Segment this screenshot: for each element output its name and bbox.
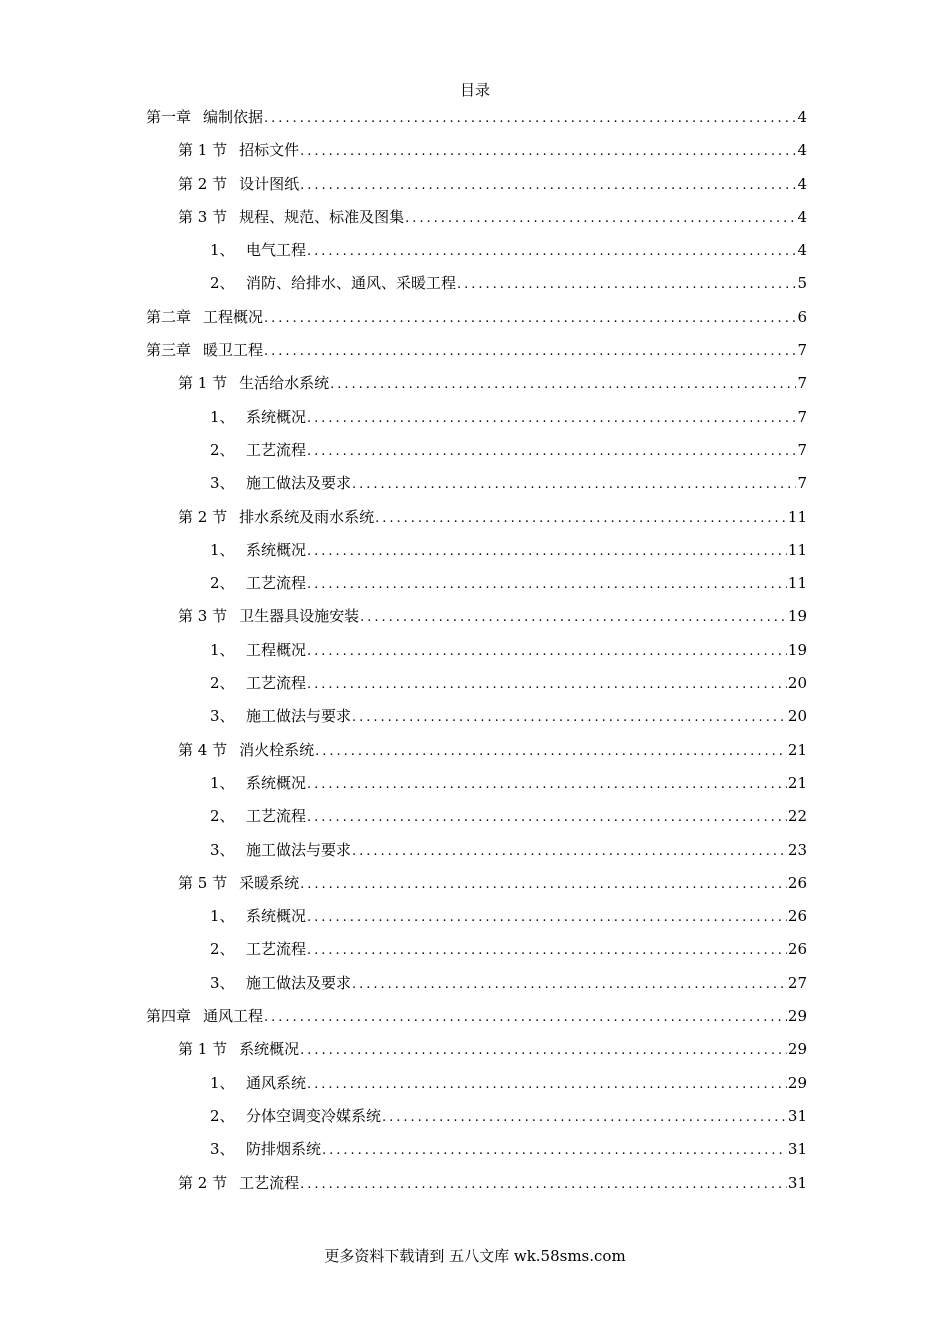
toc-entry[interactable] <box>146 207 807 240</box>
toc-entry-number: 3、 <box>210 474 235 493</box>
toc-entry-title: 系统概况 <box>239 1040 300 1059</box>
toc-entry-page-number: 31 <box>787 1140 807 1159</box>
toc-entry-number: 1、 <box>210 907 235 926</box>
toc-entry-page-number: 11 <box>787 507 807 526</box>
toc-dot-leader <box>264 342 796 362</box>
toc-entry-title: 工艺流程 <box>246 440 307 459</box>
toc-entry-title: 电气工程 <box>246 241 307 260</box>
toc-dot-leader <box>307 941 787 961</box>
toc-entry-number: 第一章 <box>146 108 192 126</box>
toc-dot-leader <box>307 808 787 828</box>
toc-dot-leader <box>330 375 796 395</box>
toc-entry-title: 施工做法与要求 <box>246 707 352 726</box>
toc-entry[interactable] <box>146 107 807 140</box>
toc-dot-leader <box>264 109 796 129</box>
toc-entry[interactable] <box>146 673 807 706</box>
toc-entry-page-number: 7 <box>797 474 807 493</box>
toc-entry[interactable] <box>146 973 807 1006</box>
table-of-contents <box>146 107 807 1206</box>
page-title: 目录 <box>459 81 490 99</box>
footer-note: 更多资料下载请到 五八文库 wk.58sms.com <box>324 1247 626 1265</box>
toc-entry-page-number: 31 <box>787 1173 807 1192</box>
toc-dot-leader <box>307 442 796 462</box>
toc-entry-title: 暖卫工程 <box>203 341 264 360</box>
toc-entry-number: 第 3 节 <box>178 207 228 226</box>
toc-entry-number: 第 1 节 <box>178 141 228 160</box>
toc-entry-number: 第 3 节 <box>178 607 228 626</box>
toc-dot-leader <box>307 542 787 562</box>
toc-entry-page-number: 29 <box>787 1007 807 1026</box>
toc-entry[interactable] <box>146 307 807 340</box>
toc-dot-leader <box>352 975 787 995</box>
toc-dot-leader <box>300 176 796 196</box>
toc-dot-leader <box>307 675 787 695</box>
toc-dot-leader <box>382 1108 787 1128</box>
toc-dot-leader <box>307 409 796 429</box>
toc-entry-page-number: 27 <box>787 973 807 992</box>
toc-entry[interactable] <box>146 174 807 207</box>
toc-dot-leader <box>375 509 787 529</box>
toc-entry-number: 1、 <box>210 241 235 260</box>
toc-entry-title: 工程概况 <box>203 307 264 326</box>
toc-entry-title: 设计图纸 <box>239 174 300 193</box>
toc-entry-title: 系统概况 <box>246 773 307 792</box>
toc-entry-page-number: 5 <box>797 274 807 293</box>
toc-entry[interactable] <box>146 740 807 773</box>
toc-entry-number: 2、 <box>210 1106 235 1125</box>
toc-entry[interactable] <box>146 340 807 373</box>
toc-entry-number: 2、 <box>210 807 235 826</box>
toc-entry[interactable] <box>146 773 807 806</box>
toc-entry-page-number: 26 <box>787 873 807 892</box>
toc-entry-title: 工艺流程 <box>246 574 307 593</box>
toc-entry-page-number: 4 <box>797 141 807 160</box>
toc-entry-title: 工艺流程 <box>246 807 307 826</box>
toc-entry[interactable] <box>146 806 807 839</box>
toc-entry-page-number: 6 <box>797 307 807 326</box>
toc-entry[interactable] <box>146 440 807 473</box>
toc-entry-page-number: 19 <box>787 640 807 659</box>
toc-entry-page-number: 11 <box>787 540 807 559</box>
toc-dot-leader <box>307 775 787 795</box>
toc-entry-number: 第 2 节 <box>178 1173 228 1192</box>
toc-entry[interactable] <box>146 473 807 506</box>
toc-entry[interactable] <box>146 906 807 939</box>
toc-entry-page-number: 31 <box>787 1106 807 1125</box>
toc-entry-title: 消火栓系统 <box>239 740 315 759</box>
toc-dot-leader <box>405 209 796 229</box>
toc-entry-number: 第 5 节 <box>178 873 228 892</box>
toc-entry-title: 采暖系统 <box>239 873 300 892</box>
toc-entry-page-number: 20 <box>787 674 807 693</box>
toc-entry-title: 系统概况 <box>246 907 307 926</box>
toc-dot-leader <box>352 708 787 728</box>
toc-entry-number: 第 1 节 <box>178 374 228 393</box>
toc-entry-page-number: 26 <box>787 907 807 926</box>
toc-entry[interactable] <box>146 1139 807 1172</box>
toc-entry-title: 系统概况 <box>246 540 307 559</box>
toc-dot-leader <box>322 1141 787 1161</box>
toc-entry-title: 系统概况 <box>246 407 307 426</box>
toc-entry-number: 第 2 节 <box>178 507 228 526</box>
toc-entry-page-number: 19 <box>787 607 807 626</box>
toc-entry-title: 工艺流程 <box>239 1173 300 1192</box>
toc-entry-title: 分体空调变冷媒系统 <box>246 1106 382 1125</box>
toc-entry-title: 消防、给排水、通风、采暖工程 <box>246 274 457 293</box>
toc-entry[interactable] <box>146 1039 807 1072</box>
toc-entry-page-number: 7 <box>797 374 807 393</box>
toc-entry-page-number: 20 <box>787 707 807 726</box>
toc-entry-number: 1、 <box>210 773 235 792</box>
toc-dot-leader <box>300 142 796 162</box>
toc-dot-leader <box>315 742 787 762</box>
toc-dot-leader <box>300 1041 787 1061</box>
toc-entry-number: 2、 <box>210 940 235 959</box>
toc-dot-leader <box>307 242 796 262</box>
toc-dot-leader <box>457 275 796 295</box>
toc-entry-number: 1、 <box>210 640 235 659</box>
toc-dot-leader <box>307 642 787 662</box>
toc-entry-title: 工艺流程 <box>246 674 307 693</box>
toc-entry-page-number: 4 <box>797 207 807 226</box>
toc-dot-leader <box>300 1175 787 1195</box>
toc-entry-title: 招标文件 <box>239 141 300 160</box>
toc-dot-leader <box>307 1075 787 1095</box>
toc-entry[interactable] <box>146 140 807 173</box>
toc-entry[interactable] <box>146 939 807 972</box>
toc-dot-leader <box>264 309 796 329</box>
toc-entry-number: 3、 <box>210 973 235 992</box>
toc-dot-leader <box>307 575 787 595</box>
toc-entry[interactable] <box>146 706 807 739</box>
toc-entry-title: 工艺流程 <box>246 940 307 959</box>
toc-entry[interactable] <box>146 373 807 406</box>
toc-entry-page-number: 21 <box>787 740 807 759</box>
toc-entry[interactable] <box>146 1006 807 1039</box>
toc-entry-page-number: 7 <box>797 407 807 426</box>
toc-entry-title: 施工做法及要求 <box>246 973 352 992</box>
toc-entry-title: 规程、规范、标准及图集 <box>239 207 405 226</box>
toc-dot-leader <box>352 475 796 495</box>
toc-entry[interactable] <box>146 606 807 639</box>
toc-entry[interactable] <box>146 573 807 606</box>
toc-entry-page-number: 23 <box>787 840 807 859</box>
toc-dot-leader <box>307 908 787 928</box>
toc-entry-number: 1、 <box>210 540 235 559</box>
toc-entry-number: 1、 <box>210 407 235 426</box>
toc-entry-number: 3、 <box>210 707 235 726</box>
toc-entry-page-number: 7 <box>797 341 807 360</box>
toc-entry-title: 施工做法及要求 <box>246 474 352 493</box>
toc-dot-leader <box>360 608 787 628</box>
toc-entry-page-number: 21 <box>787 773 807 792</box>
toc-entry-title: 施工做法与要求 <box>246 840 352 859</box>
toc-entry-page-number: 4 <box>797 174 807 193</box>
toc-entry-number: 1、 <box>210 1073 235 1092</box>
toc-entry[interactable] <box>146 507 807 540</box>
toc-entry-number: 2、 <box>210 674 235 693</box>
toc-entry-title: 卫生器具设施安装 <box>239 607 360 626</box>
toc-entry-page-number: 26 <box>787 940 807 959</box>
toc-entry-title: 工程概况 <box>246 640 307 659</box>
toc-entry[interactable] <box>146 640 807 673</box>
toc-entry-title: 排水系统及雨水系统 <box>239 507 375 526</box>
toc-entry-page-number: 4 <box>797 108 807 126</box>
toc-entry[interactable] <box>146 540 807 573</box>
toc-entry-page-number: 29 <box>787 1040 807 1059</box>
toc-entry-page-number: 11 <box>787 574 807 593</box>
toc-entry[interactable] <box>146 840 807 873</box>
toc-dot-leader <box>300 875 787 895</box>
toc-entry-title: 通风系统 <box>246 1073 307 1092</box>
toc-entry-number: 第 1 节 <box>178 1040 228 1059</box>
toc-entry[interactable] <box>146 873 807 906</box>
toc-entry[interactable] <box>146 1106 807 1139</box>
toc-entry[interactable] <box>146 273 807 306</box>
toc-entry-number: 第二章 <box>146 307 192 326</box>
toc-entry[interactable] <box>146 407 807 440</box>
toc-entry-page-number: 4 <box>797 241 807 260</box>
toc-entry-number: 2、 <box>210 574 235 593</box>
toc-entry-number: 2、 <box>210 274 235 293</box>
toc-entry-page-number: 22 <box>787 807 807 826</box>
toc-entry[interactable] <box>146 1073 807 1106</box>
toc-entry-title: 编制依据 <box>203 108 264 126</box>
toc-dot-leader <box>264 1008 787 1028</box>
toc-entry-page-number: 7 <box>797 440 807 459</box>
toc-dot-leader <box>352 842 787 862</box>
toc-entry-number: 3、 <box>210 1140 235 1159</box>
toc-entry-page-number: 29 <box>787 1073 807 1092</box>
toc-entry-number: 第四章 <box>146 1007 192 1026</box>
toc-entry-title: 防排烟系统 <box>246 1140 322 1159</box>
toc-entry[interactable] <box>146 1173 807 1206</box>
toc-entry-number: 3、 <box>210 840 235 859</box>
toc-entry-number: 第 2 节 <box>178 174 228 193</box>
toc-entry-title: 生活给水系统 <box>239 374 330 393</box>
toc-entry-number: 2、 <box>210 440 235 459</box>
toc-entry[interactable] <box>146 240 807 273</box>
toc-entry-number: 第 4 节 <box>178 740 228 759</box>
toc-entry-title: 通风工程 <box>203 1007 264 1026</box>
toc-entry-number: 第三章 <box>146 341 192 360</box>
